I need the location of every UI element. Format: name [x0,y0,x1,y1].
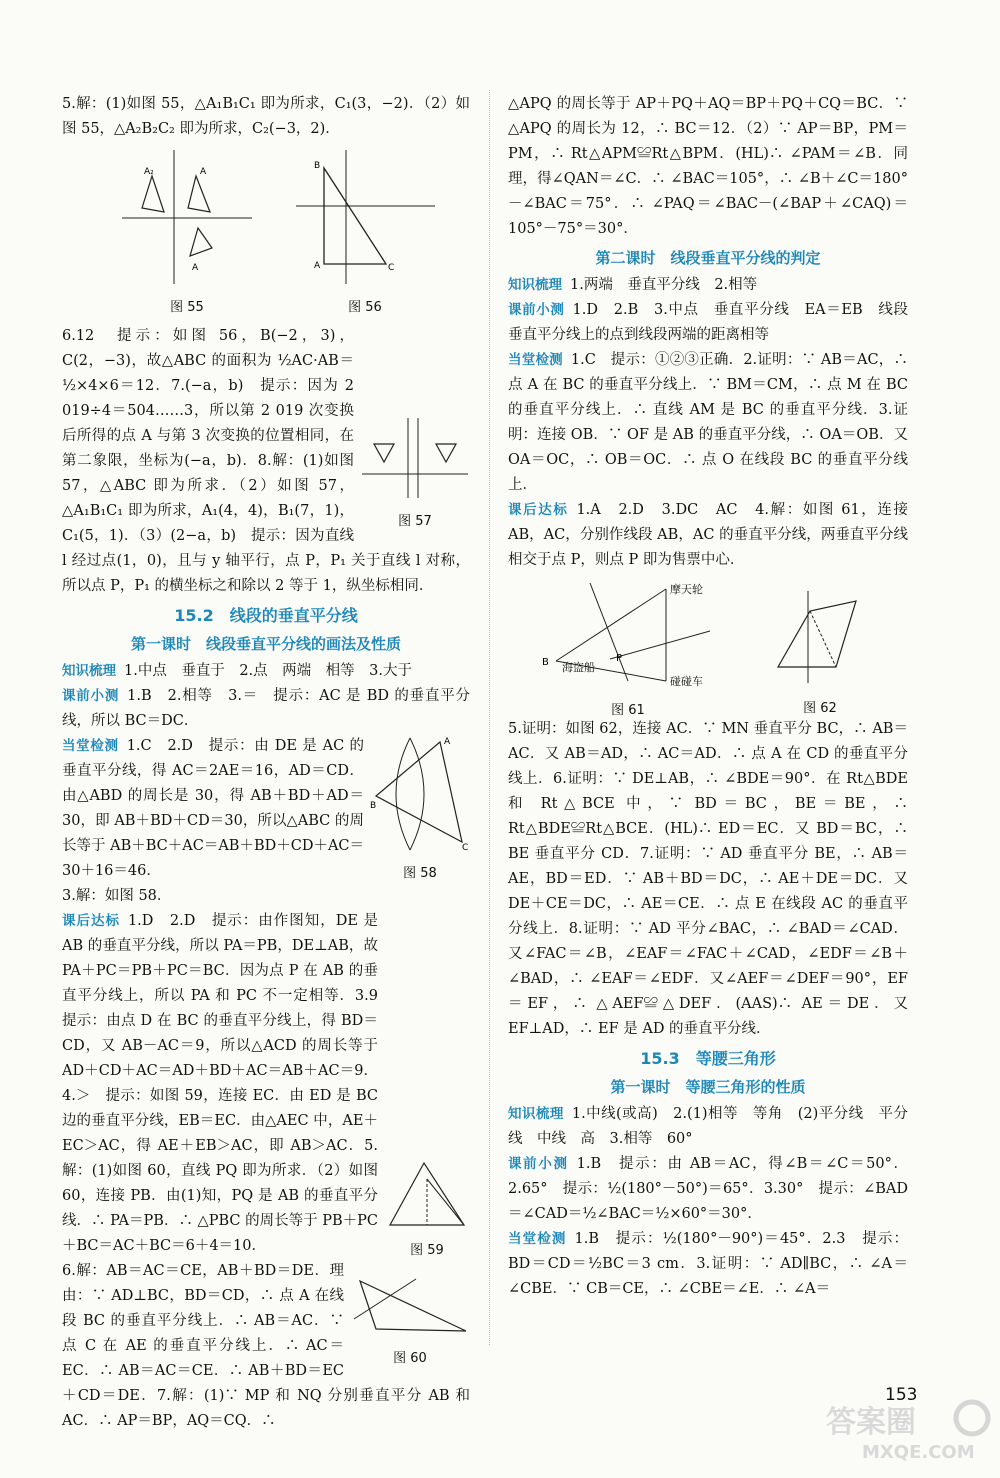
tag-in-class-2: 当堂检测 [508,352,563,368]
pretest-answers: 1.B 2.相等 3.＝ 提示：AC 是 BD 的垂直平分线，所以 BC＝DC． [62,688,470,729]
figure-57-caption: 图 57 [398,514,432,529]
lesson-1-heading: 第一课时 线段垂直平分线的画法及性质 [130,635,401,653]
label-pirate-ship: 海盗船 [562,661,595,674]
in-class-answers: 1.C 2.D 提示：由 DE 是 AC 的垂直平分线，得 AC＝2AE＝16，AD＝CD．由△ABD 的周长是 30，得 AB＋BD＋AD＝30，即 AB＋BD＋CD＝30，所以△ABC 的周长等于 AB＋BC＋AC＝AB＋BD＋CD＋AC＝30＋16＝46． [62,738,365,879]
svg-text:答案圈: 答案圈 [826,1405,916,1440]
figure-58 [370,734,470,886]
tag-knowledge-2: 知识梳理 [508,277,562,293]
figure-60 [350,1273,470,1371]
figure-59 [384,1159,470,1263]
figure-62-graph [770,587,870,687]
figure-57-graph [360,416,470,500]
figure-62-caption: 图 62 [803,701,837,716]
in-class-answers-3: 1.B 提示：½(180°－90°)＝45°．2.3 提示：BD＝CD＝½BC＝3 cm．3.证明：∵ AD∥BC，∴ ∠A＝∠CBE．∵ CB＝CE，∴ ∠CBE＝∠E．∴ ∠A＝ [508,1231,908,1297]
knowledge-answers: 1.中点 垂直于 2.点 两端 相等 3.大于 [124,663,413,679]
svg-text:C: C [388,263,395,273]
figure-60-graph [350,1273,470,1337]
watermark-graphic [822,1392,992,1462]
answer-6-8: 6.12 提示：如图 56，B(−2，3)，C(2，−3)，故△ABC 的面积为 ½AC·AB＝½×4×6＝12．7.(−a，b) 提示：因为 2 019÷4＝504……3，所以第 2 019 次变换后所得的点 A 与第 3 次变换的位置相同，在第二象限，坐标为(−a，b)．8.解：(1)如图 57，△ABC 即为所求．（2）如图 57，△A₁B₁C₁ 即为所求，A₁(4，4)，B₁(7，1)，C₁(5，1)．（3）(2−a，b) 提示：因为直线 l 经过点(1，0)，且与 y 轴平行，点 P，P₁ 关于直线 l 对称，所以点 P，P₁ 的横坐标之和除以 2 等于 1，纵坐标相同． [62,328,470,594]
svg-text:MXQE.COM: MXQE.COM [862,1442,975,1462]
figure-56-graph [290,146,440,286]
answer-7-cont: △APQ 的周长等于 AP＋PQ＋AQ＝BP＋PQ＋CQ＝BC．∵ △APQ 的周长为 12，∴ BC＝12．（2）∵ AP＝BP，PM＝PM，∴ Rt△APM≌Rt△BPM．(HL)∴ ∠PAM＝∠B．同理，得∠QAN＝∠C．∴ ∠BAC＝105°，∴ ∠B＋∠C＝180°－∠BAC＝75°．∴ ∠PAQ＝∠BAC－(∠BAP＋∠CAQ)＝105°－75°＝30°． [508,96,908,237]
svg-text:A: A [444,737,451,747]
tag-after-class-2: 课后达标 [508,502,569,518]
svg-text:B: B [370,801,377,811]
svg-text:C: C [462,843,469,852]
label-bumper-car: 碰碰车 [670,675,703,688]
tag-in-class-3: 当堂检测 [508,1231,567,1247]
figure-55-graph [112,146,262,286]
pretest-answers-2: 1.D 2.B 3.中点 垂直平分线 EA＝EB 线段垂直平分线上的点到线段两端的距离相等 [508,302,908,343]
label-ferris-wheel: 摩天轮 [670,583,703,596]
figure-55 [112,146,262,320]
svg-text:P: P [616,653,623,664]
figure-57 [360,416,470,534]
in-class-answers-2: 1.C 提示：①②③正确．2.证明：∵ AB＝AC，∴ 点 A 在 BC 的垂直平分线上．∵ BM＝CM，∴ 点 M 在 BC 的垂直平分线上．∴ 直线 AM 是 BC 的垂直平分线．3.证明：连接 OB．∵ OF 是 AB 的垂直平分线，∴ OA＝OB．又 OA＝OC，∴ OB＝OC．∴ 点 O 在线段 BC 的垂直平分线上． [508,352,908,493]
left-column [62,92,470,1434]
svg-text:A: A [314,261,321,271]
figure-61 [538,577,718,723]
knowledge-answers-2: 1.两端 垂直平分线 2.相等 [570,277,758,293]
watermark-logo [822,1392,992,1466]
tag-pretest-3: 课前小测 [508,1156,569,1172]
figure-59-graph [384,1159,470,1229]
svg-text:B: B [314,161,321,171]
tag-pretest-2: 课前小测 [508,302,565,318]
lesson-3-heading: 第一课时 等腰三角形的性质 [610,1078,806,1096]
after-class-answers-2: 6.解：AB＝AC＝CE，AB＋BD＝DE．理由：∵ AD⊥BC，BD＝CD，∴ 点 A 在线段 BC 的垂直平分线上．∴ AB＝AC．∵ 点 C 在 AE 的垂直平分线上．∴ AC＝EC．∴ AB＝AC＝CE．∴ AB＋BD＝EC＋CD＝DE．7.解：(1)∵ MP 和 NQ 分别垂直平分 AB 和 AC．∴ AP＝BP，AQ＝CQ．∴ [62,1263,470,1429]
answer-6-8-block [62,324,470,599]
lesson-2-heading: 第二课时 线段垂直平分线的判定 [595,249,821,267]
figures-61-62 [508,577,908,717]
figure-55-caption: 图 55 [170,300,204,315]
after-class-answers-2b: 5.证明：如图 62，连接 AC．∵ MN 垂直平分 BC，∴ AB＝AC．又 AB＝AD，∴ AC＝AD．∴ 点 A 在 CD 的垂直平分线上．6.证明：∵ DE⊥AB，∴ ∠BDE＝90°．在 Rt△BDE 和 Rt△BCE 中，∵ BD＝BC，BE＝BE，∴ Rt△BDE≌Rt△BCE．(HL)∴ ED＝EC．又 BD＝BC，∴ BE 垂直平分 CD．7.证明：∵ AD 垂直平分 BE，∴ AB＝AE，BD＝ED．∵ AB＋BD＝DC，∴ AE＋DE＝DC．又 DE＋CE＝DC，∴ AE＝CE．∴ 点 E 在线段 AC 的垂直平分线上．8.证明：∵ AD 平分∠BAC，∴ ∠BAD＝∠CAD．又∠FAC＝∠B，∠EAF＝∠FAC＋∠CAD，∠EDF＝∠B＋∠BAD，∴ ∠EAF＝∠EDF．又∠AEF＝∠DEF＝90°，EF＝EF，∴ △AEF≌△DEF．(AAS)∴ AE＝DE．又 EF⊥AD，∴ EF 是 AD 的垂直平分线． [508,721,908,1037]
figures-55-56 [62,146,470,314]
section-15-3-heading: 15.3 等腰三角形 [640,1049,776,1068]
figure-61-caption: 图 61 [611,703,645,718]
tag-pretest: 课前小测 [62,688,120,704]
figure-60-caption: 图 60 [393,1351,427,1366]
figure-59-caption: 图 59 [410,1243,444,1258]
after-class-block [62,909,470,1434]
figure-56 [290,146,440,320]
after-class-answers: 1.D 2.D 提示：由作图知，DE 是 AB 的垂直平分线，所以 PA＝PB，DE⊥AB，故 PA＋PC＝PB＋PC＝BC．因为点 P 在 AB 的垂直平分线上，所以 PA 和 PC 不一定相等．3.9 提示：由点 D 在 BC 的垂直平分线上，得 BD＝CD，又 AB－AC＝9，所以△ACD 的周长等于 AD＋CD＋AC＝AD＋BD＋AC＝AB＋AC＝9．4.＞ 提示：如图 59，连接 EC．由 ED 是 BC 边的垂直平分线，EB＝EC．由△AEC 中，AE＋EC＞AC，得 AE＋EB＞AC，即 AB＞AC．5.解：(1)如图 60，直线 PQ 即为所求．（2）如图 60，连接 PB．由(1)知，PQ 是 AB 的垂直平分线．∴ PA＝PB．∴ △PBC 的周长等于 PB＋PC＋BC＝AC＋BC＝6＋4＝10． [62,913,393,1254]
svg-text:A₂: A₂ [144,167,154,177]
svg-text:A: A [192,263,199,273]
pretest-answers-3: 1.B 提示：由 AB＝AC，得∠B＝∠C＝50°．2.65° 提示：½(180°－50°)＝65°．3.30° 提示：∠BAD＝∠CAD＝½∠BAC＝½×60°＝30°． [508,1156,909,1222]
after-class-answers-2a: 1.A 2.D 3.DC AC 4.解：如图 61，连接 AB，AC，分别作线段 AB，AC 的垂直平分线，两垂直平分线相交于点 P，则点 P 即为售票中心． [508,502,909,568]
right-column [508,92,908,1302]
tag-after-class: 课后达标 [62,913,120,929]
section-15-2-heading: 15.2 线段的垂直平分线 [174,606,358,625]
tag-knowledge-3: 知识梳理 [508,1106,564,1122]
in-class-block [62,734,470,909]
tag-in-class: 当堂检测 [62,738,119,754]
page-number: 153 [885,1385,918,1405]
knowledge-answers-3: 1.中线(或高) 2.(1)相等 等角 (2)平分线 平分线 中线 高 3.相等 60° [508,1106,909,1147]
figure-58-caption: 图 58 [403,866,437,881]
tag-knowledge: 知识梳理 [62,663,116,679]
figure-62 [770,587,870,721]
svg-text:A: A [200,167,207,177]
svg-text:B: B [542,657,549,668]
column-divider [489,90,490,1345]
answer-5: 5.解：(1)如图 55，△A₁B₁C₁ 即为所求，C₁(3，−2)．（2）如图 55，△A₂B₂C₂ 即为所求，C₂(−3，2)． [62,96,470,137]
in-class-answer-3: 3.解：如图 58． [62,888,172,904]
figure-58-graph [370,734,470,852]
figure-56-caption: 图 56 [348,300,382,315]
